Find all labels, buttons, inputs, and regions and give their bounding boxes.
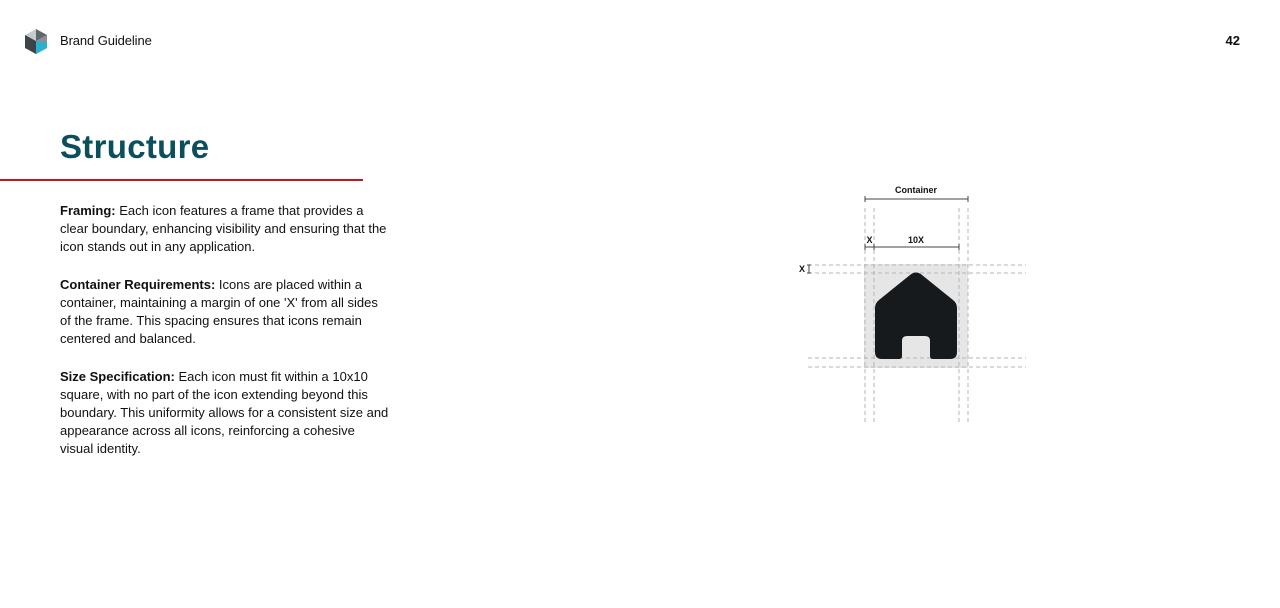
framing-paragraph [60, 202, 390, 256]
body-text [60, 202, 390, 478]
size-text: Each icon must fit within a 10x10 square, with no part of the icon extending beyond this boundary. This uniformity allows for a consistent size and appearance across all icons, reinforcing a cohesive visual identity. [60, 369, 389, 456]
margin-label-top: X [866, 235, 873, 245]
size-term: Size Specification: [60, 369, 175, 384]
page-number: 42 [1225, 33, 1240, 48]
container-paragraph [60, 276, 390, 348]
framing-term: Framing: [60, 203, 116, 218]
framing-text: Each icon features a frame that provides a clear boundary, enhancing visibility and ensuring that the icon stands out in any application. [60, 203, 387, 254]
size-label: 10X [907, 235, 925, 245]
container-dimension [865, 196, 968, 202]
brand-name: Brand Guideline [60, 33, 152, 48]
cube-logo-icon [25, 29, 47, 54]
container-label: Container [894, 185, 938, 195]
icon-structure-diagram [790, 180, 1040, 430]
title-divider [0, 179, 363, 181]
margin-label-left: X [798, 264, 806, 274]
left-dimension [807, 265, 811, 273]
container-text: Icons are placed within a container, maintaining a margin of one 'X' from all sides of the frame. This spacing ensures that icons remain centered and balanced. [60, 277, 378, 346]
page-title: Structure [60, 128, 210, 165]
size-paragraph [60, 368, 390, 458]
container-term: Container Requirements: [60, 277, 216, 292]
